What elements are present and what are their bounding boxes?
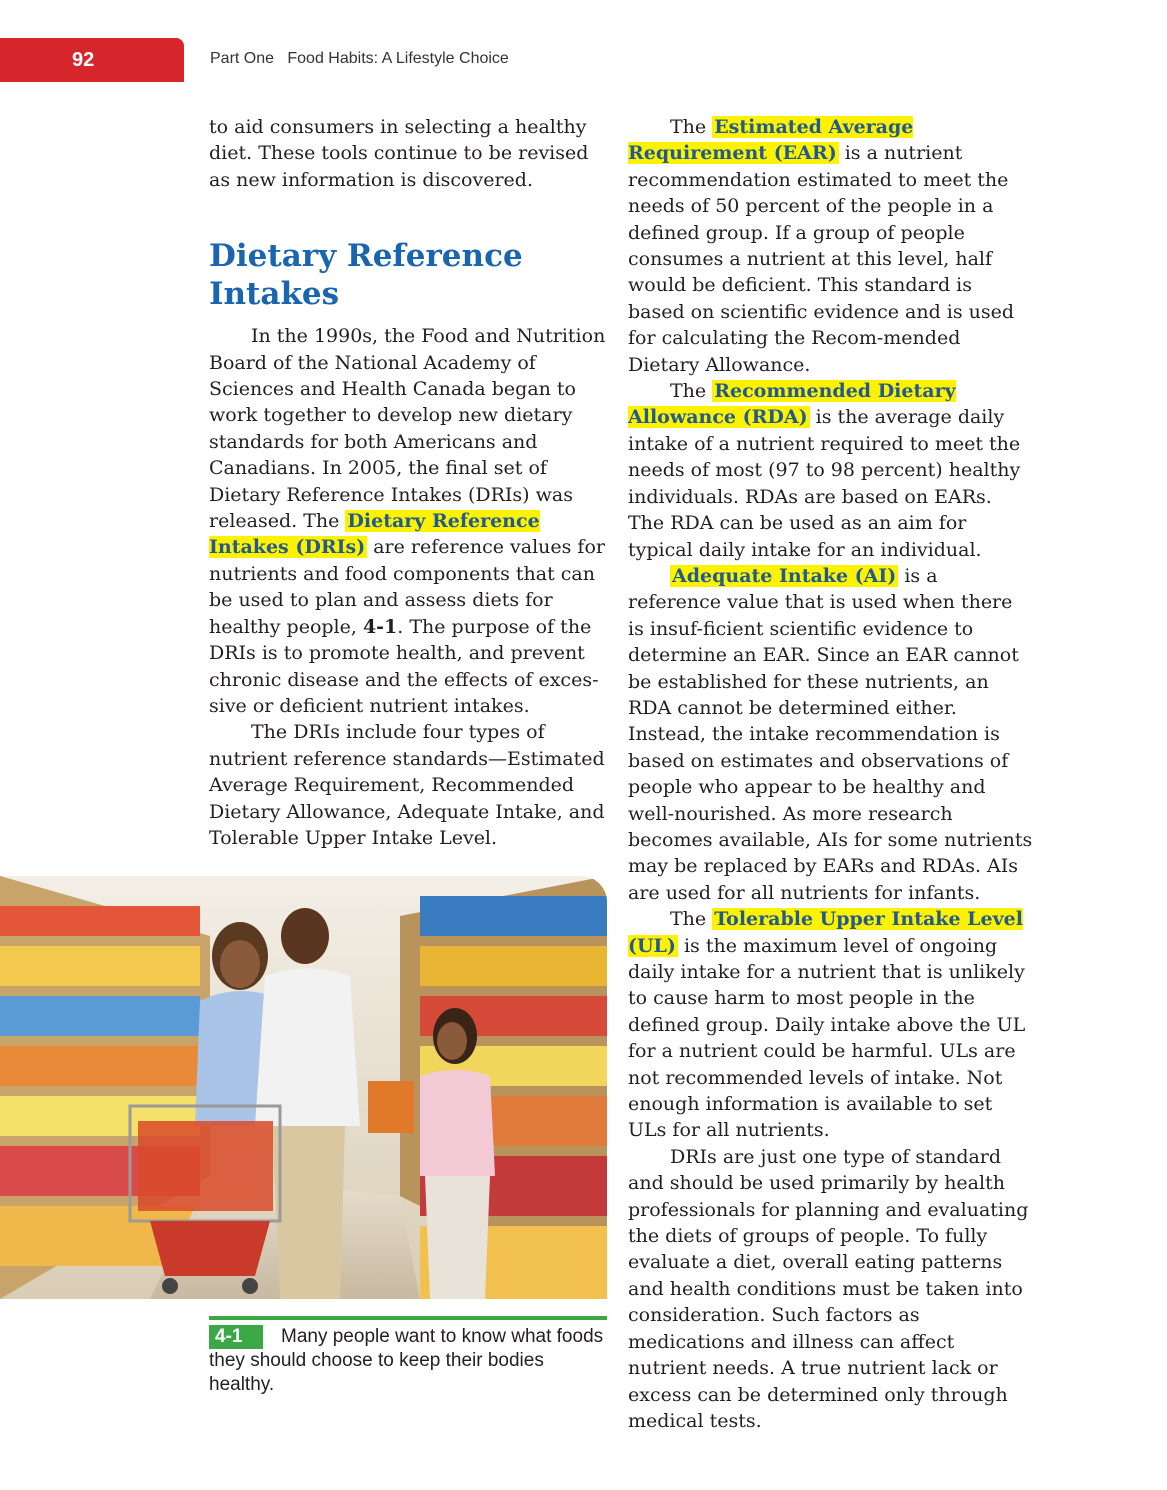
- figure-reference: 4-1: [362, 615, 398, 638]
- ul-paragraph: The Tolerable Upper Intake Level (UL) is the maximum level of ongoing daily intake for a nutrient that is unlikely to cause harm to most people in the defined group. Daily intake above the UL for a nutrient could be harmful. ULs are not recommended levels of intake. Not enough information is available to set ULs for all nutrients.: [628, 908, 1026, 1142]
- intro-paragraph: to aid consumers in selecting a healthy diet. These tools continue to be revised as new information is discovered.: [209, 116, 589, 191]
- rda-paragraph: The Recommended Dietary Allowance (RDA) is the average daily intake of a nutrient required to meet the needs of most (97 to 98 percent) healthy individuals. RDAs are based on EARs. The RDA can be used as an aim for typical daily intake for an individual.: [628, 380, 1021, 561]
- key-term-ul: Tolerable Upper Intake Level (UL): [628, 908, 1023, 957]
- figure-caption: [209, 1316, 607, 1397]
- running-head: Part One Food Habits: A Lifestyle Choice: [210, 50, 509, 67]
- page-number-tab: [0, 38, 184, 82]
- section-heading: Dietary Reference Intakes: [209, 238, 523, 313]
- family-shopping-image: [0, 876, 607, 1299]
- figure-label: 4-1: [209, 1325, 263, 1349]
- key-term-ear: Estimated Average Requirement (EAR): [628, 116, 914, 165]
- standards-paragraph: The DRIs include four types of nutrient reference standards—Estimated Average Requirement, Recommended Dietary Allowance, Adequate Intake, and Tolerable Upper Intake Level.: [209, 721, 605, 849]
- key-term-ai: Adequate Intake (AI): [672, 564, 897, 587]
- ai-paragraph: Adequate Intake (AI) is a reference value that is used when there is insuf-ficient scientific evidence to determine an EAR. Since an EAR cannot be established for these nutrients, an RDA cannot be determined either. Instead, the intake recommendation is based on estimates and observations of people who appear to be healthy and well-nourished. As more research becomes available, AIs for some nutrients may be replaced by EARs and RDAs. AIs are used for all nutrients for infants.: [628, 564, 1033, 904]
- page-number: 92: [72, 49, 95, 71]
- key-term-dri: Dietary Reference Intakes (DRIs): [209, 510, 540, 559]
- key-term-rda: Recommended Dietary Allowance (RDA): [628, 380, 956, 429]
- dri-usage-paragraph: DRIs are just one type of standard and should be used primarily by health professionals for planning and evaluating the diets of groups of people. To fully evaluate a diet, overall eating patterns and health conditions must be taken into consideration. Such factors as medications and illness can affect nutrient needs. A true nutrient lack or excess can be determined only through medical tests.: [628, 1145, 1029, 1432]
- left-column: [209, 114, 609, 851]
- dri-paragraph: In the 1990s, the Food and Nutrition Board of the National Academy of Sciences and Health Canada began to work together to develop new dietary standards for both Americans and Canadians. In 2005, the final set of Dietary Reference Intakes (DRIs) was released. The Dietary Reference Intakes (DRIs) are reference values for nutrients and food components that can be used to plan and assess diets for healthy people, 4-1. The purpose of the DRIs is to promote health, and prevent chronic disease and the effects of exces-sive or deficient nutrient intakes.: [209, 325, 606, 717]
- ear-paragraph: The Estimated Average Requirement (EAR) is a nutrient recommendation estimated to meet the needs of 50 percent of the people in a defined group. If a group of people consumes a nutrient at this level, half would be deficient. This standard is based on scientific evidence and is used for calculating the Recom-mended Dietary Allowance.: [628, 116, 1015, 376]
- caption-text: Many people want to know what foods they should choose to keep their bodies healthy.: [209, 1326, 604, 1395]
- grocery-store-photo: [0, 876, 607, 1299]
- right-column: [628, 114, 1033, 1434]
